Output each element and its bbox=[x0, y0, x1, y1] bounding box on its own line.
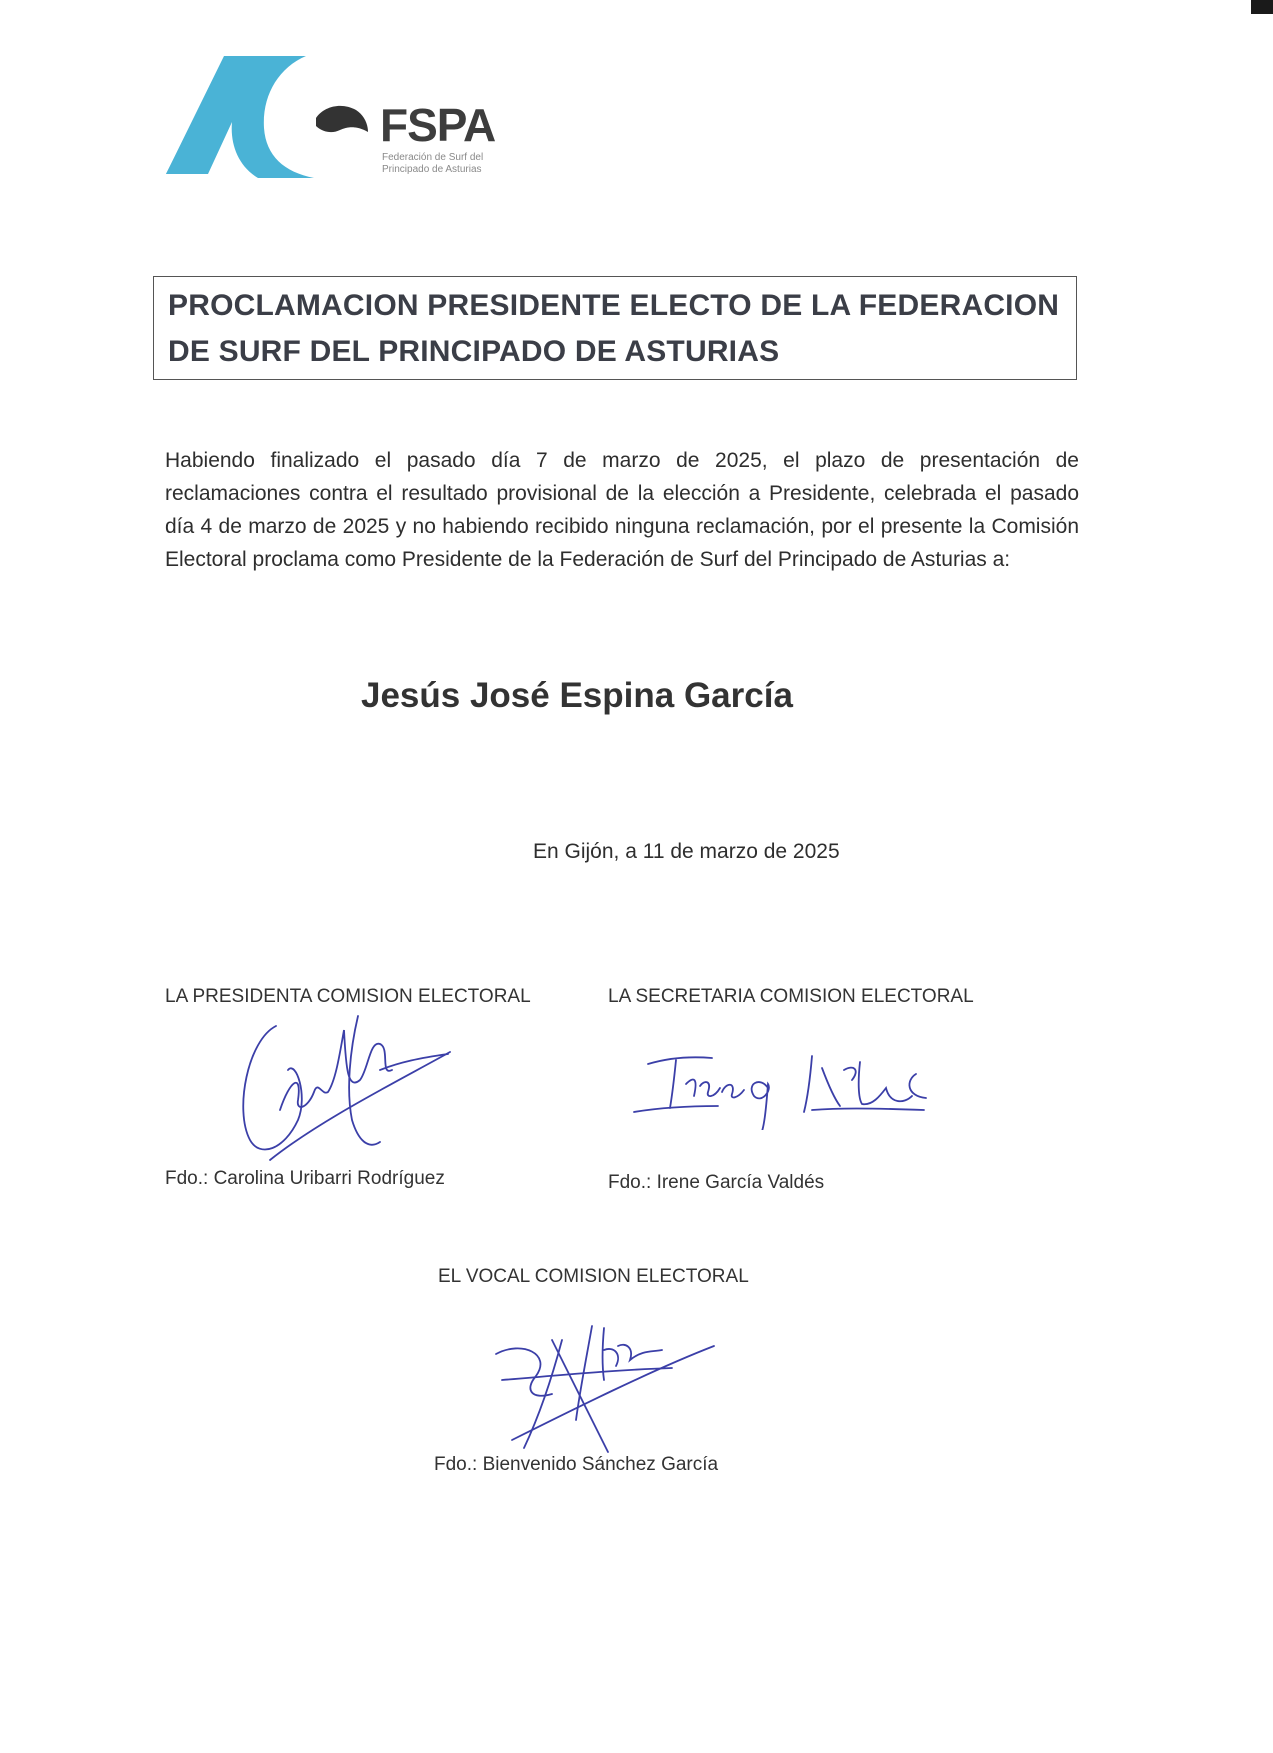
place-and-date: En Gijón, a 11 de marzo de 2025 bbox=[533, 840, 840, 863]
secretaria-title: LA SECRETARIA COMISION ELECTORAL bbox=[608, 986, 974, 1007]
fspa-logo bbox=[166, 56, 506, 178]
presidenta-signature bbox=[240, 1000, 460, 1170]
logo-subtitle-line2: Principado de Asturias bbox=[382, 164, 482, 175]
presidenta-title: LA PRESIDENTA COMISION ELECTORAL bbox=[165, 986, 531, 1007]
logo-acronym: FSPA bbox=[380, 99, 496, 151]
presidenta-name: Fdo.: Carolina Uribarri Rodríguez bbox=[165, 1168, 445, 1189]
scan-corner-mark bbox=[1251, 0, 1273, 14]
logo-subtitle bbox=[382, 152, 522, 176]
document-title-line1: PROCLAMACION PRESIDENTE ELECTO DE LA FEDERACION bbox=[168, 289, 1060, 322]
fspa-wave-icon bbox=[166, 56, 376, 178]
document-title-box bbox=[153, 276, 1077, 380]
body-paragraph: Habiendo finalizado el pasado día 7 de marzo de 2025, el plazo de presentación de reclamaciones contra el resultado provisional de la elección a Presidente, celebrada el pasado día 4 de marzo de 2025 y no habiendo recibido ninguna reclamación, por el presente la Comisión Electoral proclama como Presidente de la Federación de Surf del Principado de Asturias a: bbox=[165, 449, 1079, 571]
elected-president-name: Jesús José Espina García bbox=[361, 676, 793, 715]
vocal-title: EL VOCAL COMISION ELECTORAL bbox=[438, 1266, 749, 1287]
secretaria-signature bbox=[628, 1040, 928, 1130]
vocal-signature bbox=[492, 1320, 722, 1460]
logo-subtitle-line1: Federación de Surf del bbox=[382, 152, 484, 163]
secretaria-name: Fdo.: Irene García Valdés bbox=[608, 1172, 825, 1193]
vocal-name: Fdo.: Bienvenido Sánchez García bbox=[434, 1454, 719, 1475]
document-title-line2: DE SURF DEL PRINCIPADO DE ASTURIAS bbox=[168, 335, 780, 368]
